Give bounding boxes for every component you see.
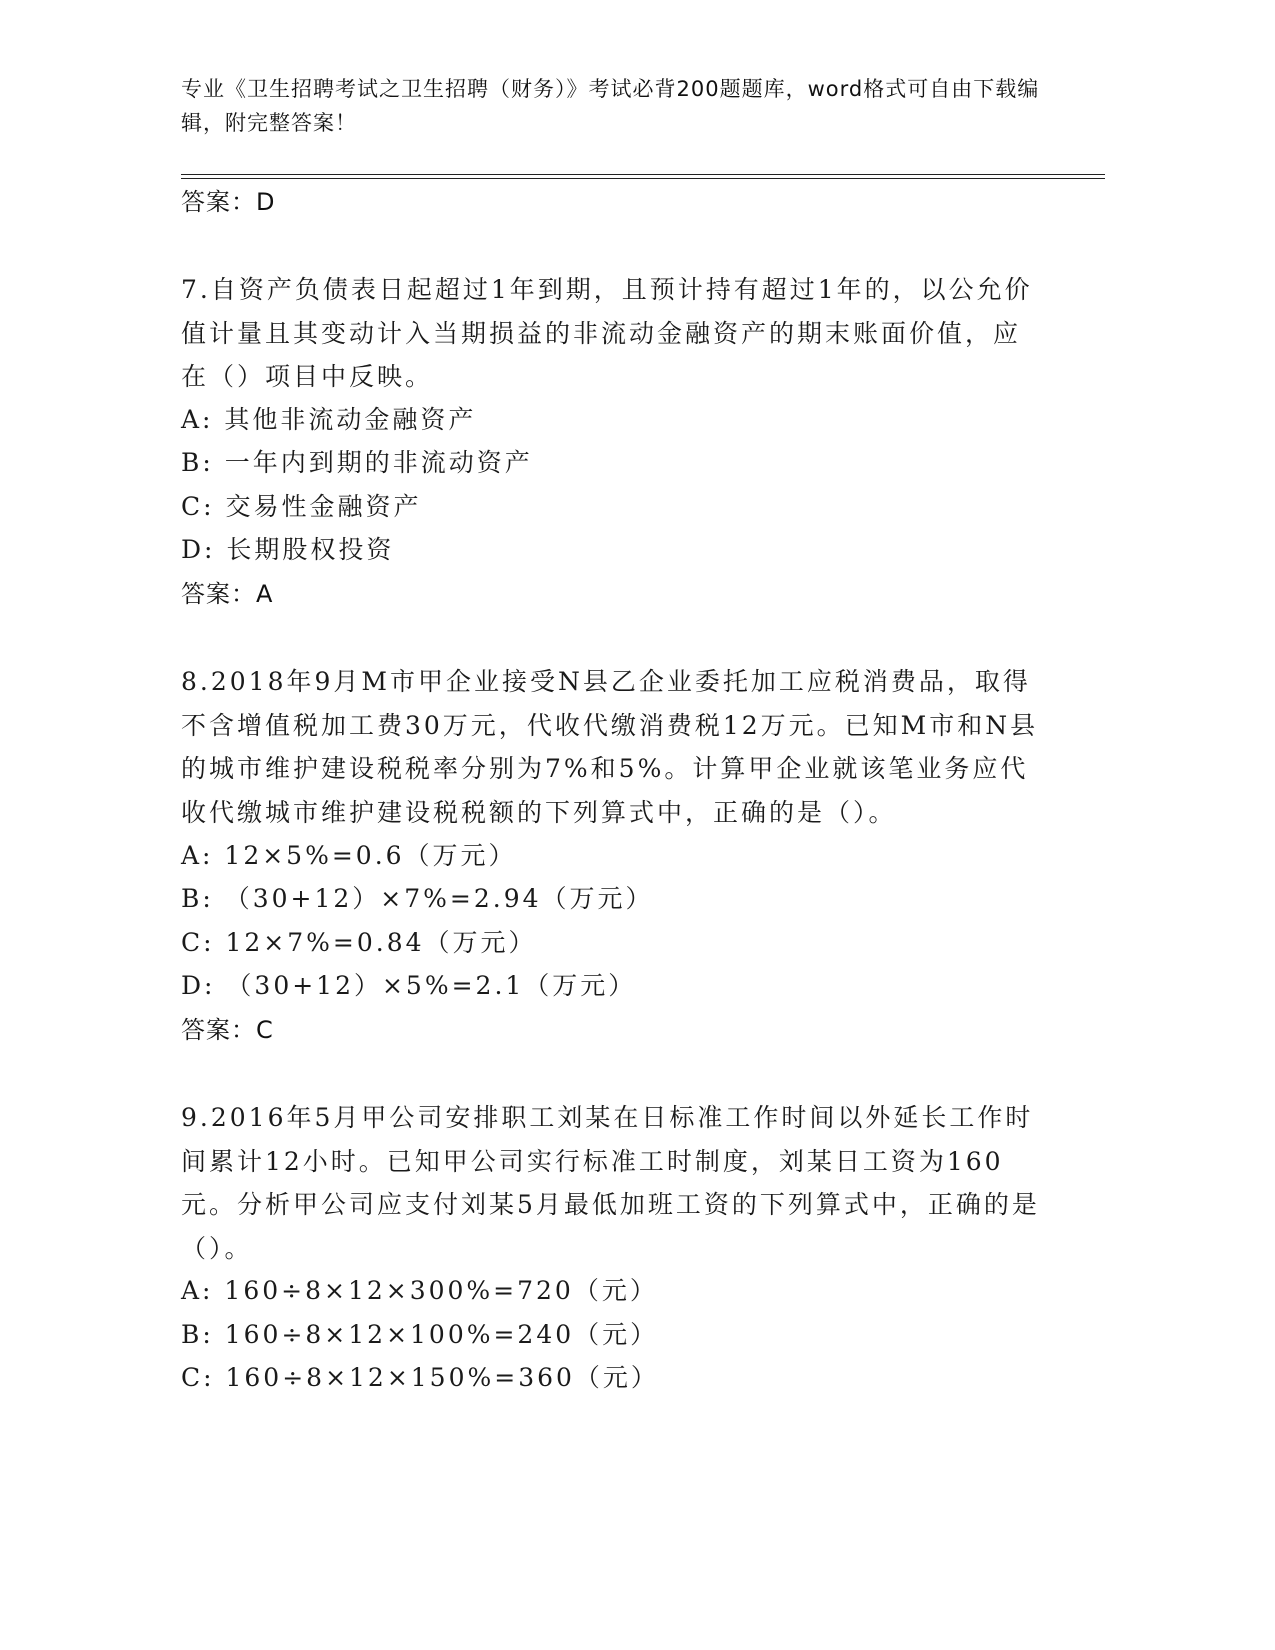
question-7-answer: 答案：A (181, 580, 274, 608)
question-7-option-d: D: 长期股权投资 (181, 535, 395, 564)
header-divider-thick (181, 174, 1105, 175)
document-header: 专业《卫生招聘考试之卫生招聘（财务）》考试必背200题题库，word格式可自由下载编辑，附完整答案！ (181, 77, 1040, 135)
previous-answer: 答案：D (181, 188, 276, 216)
question-8-stem: 8.2018年9月M市甲企业接受N县乙企业委托加工应税消费品，取得不含增值税加工费30万元，代收代缴消费税12万元。已知M市和N县的城市维护建设税税率分别为7%和5%。计算甲企业就该笔业务应代收代缴城市维护建设税税额的下列算式中，正确的是（）。 (181, 667, 1039, 827)
question-9-option-c: C: 160÷8×12×150%=360（元） (181, 1363, 659, 1392)
question-7-option-c: C: 交易性金融资产 (181, 492, 422, 521)
question-9-option-b: B: 160÷8×12×100%=240（元） (181, 1320, 659, 1349)
question-8-option-d: D: （30+12）×5%=2.1（万元） (181, 971, 637, 1000)
question-8-option-a: A: 12×5%=0.6（万元） (181, 841, 517, 870)
question-7-stem: 7.自资产负债表日起超过1年到期，且预计持有超过1年的，以公允价值计量且其变动计入当期损益的非流动金融资产的期末账面价值，应在（）项目中反映。 (181, 275, 1033, 391)
question-8-answer: 答案：C (181, 1016, 274, 1044)
header-divider-thin (181, 178, 1105, 179)
question-7-option-b: B: 一年内到期的非流动资产 (181, 448, 533, 477)
question-7-option-a: A: 其他非流动金融资产 (181, 405, 477, 434)
question-9-stem: 9.2016年5月甲公司安排职工刘某在日标准工作时间以外延长工作时间累计12小时。已知甲公司实行标准工时制度，刘某日工资为160元。分析甲公司应支付刘某5月最低加班工资的下列算式中，正确的是（）。 (181, 1103, 1040, 1263)
question-8-option-c: C: 12×7%=0.84（万元） (181, 928, 537, 957)
question-9-option-a: A: 160÷8×12×300%=720（元） (181, 1276, 658, 1305)
question-8-option-b: B: （30+12）×7%=2.94（万元） (181, 884, 654, 913)
